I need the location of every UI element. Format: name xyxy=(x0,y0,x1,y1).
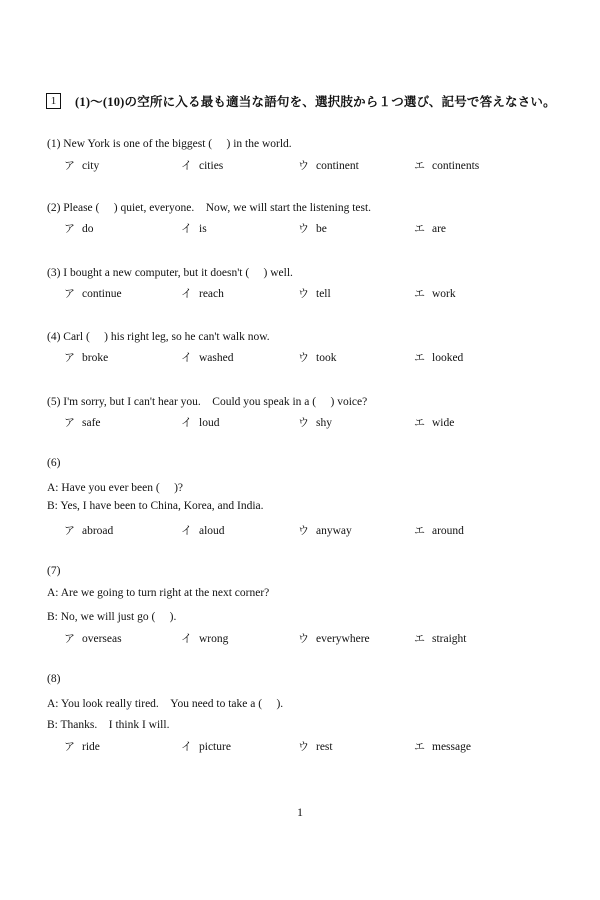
question-1-option-c[interactable]: ウ continent xyxy=(298,159,359,172)
question-6-option-a[interactable]: ア abroad xyxy=(64,524,114,537)
question-8-number: (8) xyxy=(47,673,61,685)
question-4-option-b[interactable]: イ washed xyxy=(181,351,234,364)
question-6-line-a: A: Have you ever been ( )? xyxy=(47,482,184,494)
question-7-option-c[interactable]: ウ everywhere xyxy=(298,632,370,645)
question-7-line-a: A: Are we going to turn right at the next corner? xyxy=(47,587,270,599)
question-1-option-a[interactable]: ア city xyxy=(64,159,100,172)
question-7-option-b[interactable]: イ wrong xyxy=(181,632,229,645)
instruction-text: (1)〜(10)の空所に入る最も適当な語句を、選択肢から１つ選び、記号で答えなさい。 xyxy=(75,95,556,109)
question-8-line-b: B: Thanks. I think I will. xyxy=(47,719,170,731)
question-8-option-d[interactable]: エ message xyxy=(414,740,471,753)
question-5-option-c[interactable]: ウ shy xyxy=(298,416,332,429)
question-8-option-a[interactable]: ア ride xyxy=(64,740,100,753)
question-4-option-a[interactable]: ア broke xyxy=(64,351,109,364)
question-3-option-d[interactable]: エ work xyxy=(414,287,456,300)
question-8-option-c[interactable]: ウ rest xyxy=(298,740,333,753)
page-number: 1 xyxy=(297,805,303,819)
question-7-number: (7) xyxy=(47,565,61,577)
question-6-option-d[interactable]: エ around xyxy=(414,524,464,537)
question-3-option-b[interactable]: イ reach xyxy=(181,287,224,300)
question-4-text: (4) Carl ( ) his right leg, so he can't walk now. xyxy=(47,331,270,343)
question-6-line-b: B: Yes, I have been to China, Korea, and India. xyxy=(47,500,264,512)
question-6-option-c[interactable]: ウ anyway xyxy=(298,524,352,537)
question-8-line-a: A: You look really tired. You need to take a ( ). xyxy=(47,698,284,710)
question-6-number: (6) xyxy=(47,457,61,469)
question-4-option-d[interactable]: エ looked xyxy=(414,351,464,364)
question-7-line-b: B: No, we will just go ( ). xyxy=(47,611,177,623)
question-5-option-a[interactable]: ア safe xyxy=(64,416,101,429)
question-1-option-b[interactable]: イ cities xyxy=(181,159,224,172)
question-2-option-d[interactable]: エ are xyxy=(414,222,447,235)
question-5-text: (5) I'm sorry, but I can't hear you. Could you speak in a ( ) voice? xyxy=(47,396,368,408)
question-3-text: (3) I bought a new computer, but it doesn't ( ) well. xyxy=(47,267,293,279)
question-3-option-a[interactable]: ア continue xyxy=(64,287,122,300)
question-6-option-b[interactable]: イ aloud xyxy=(181,524,225,537)
question-2-option-b[interactable]: イ is xyxy=(181,222,207,235)
question-5-option-d[interactable]: エ wide xyxy=(414,416,455,429)
question-7-option-d[interactable]: エ straight xyxy=(414,632,467,645)
section-number-box: 1 xyxy=(46,93,61,109)
question-5-option-b[interactable]: イ loud xyxy=(181,416,220,429)
question-7-option-a[interactable]: ア overseas xyxy=(64,632,122,645)
question-1-text: (1) New York is one of the biggest ( ) in the world. xyxy=(47,138,292,150)
question-3-option-c[interactable]: ウ tell xyxy=(298,287,331,300)
question-2-text: (2) Please ( ) quiet, everyone. Now, we will start the listening test. xyxy=(47,202,372,214)
question-8-option-b[interactable]: イ picture xyxy=(181,740,231,753)
question-1-option-d[interactable]: エ continents xyxy=(414,159,480,172)
question-2-option-c[interactable]: ウ be xyxy=(298,222,327,235)
question-4-option-c[interactable]: ウ took xyxy=(298,351,337,364)
question-2-option-a[interactable]: ア do xyxy=(64,222,94,235)
section-header xyxy=(46,92,556,110)
